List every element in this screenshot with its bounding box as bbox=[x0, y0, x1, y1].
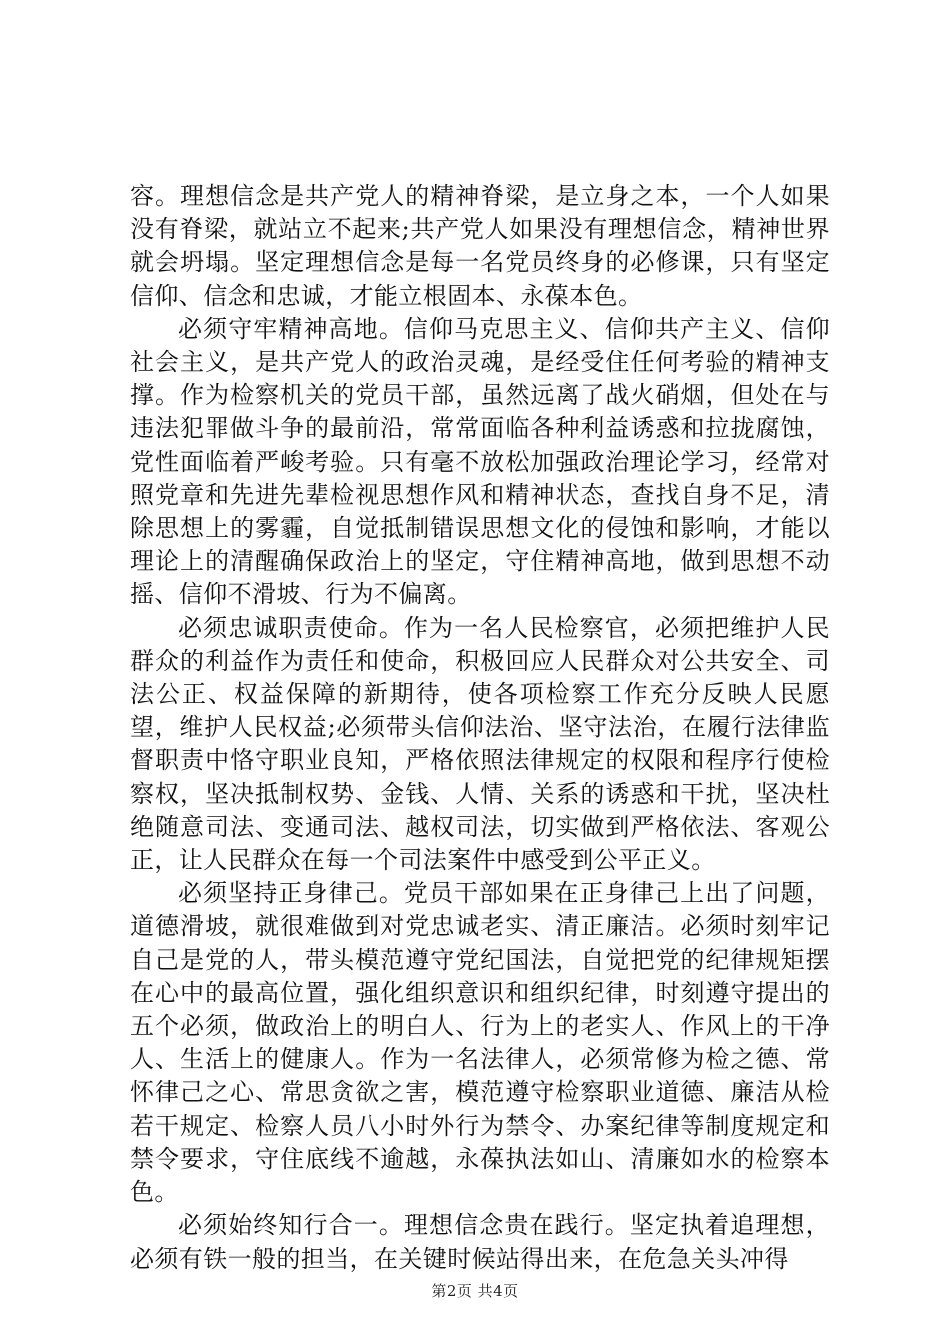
paragraph-1: 容。理想信念是共产党人的精神脊梁，是立身之本，一个人如果没有脊梁，就站立不起来;共产党人如果没有理想信念，精神世界就会坍塌。坚定理想信念是每一名党员终身的必修课，只有坚定信仰、信念和忠诚，才能立根固本、永葆本色。 bbox=[130, 182, 830, 310]
paragraph-3: 必须忠诚职责使命。作为一名人民检察官，必须把维护人民群众的利益作为责任和使命，积极回应人民群众对公共安全、司法公正、权益保障的新期待，使各项检察工作充分反映人民愿望，维护人民权益;必须带头信仰法治、坚守法治，在履行法律监督职责中恪守职业良知，严格依照法律规定的权限和程序行使检察权，坚决抵制权势、金钱、人情、关系的诱惑和干扰，坚决杜绝随意司法、变通司法、越权司法，切实做到严格依法、客观公正，让人民群众在每一个司法案件中感受到公平正义。 bbox=[130, 613, 830, 875]
paragraph-2: 必须守牢精神高地。信仰马克思主义、信仰共产主义、信仰社会主义，是共产党人的政治灵魂，是经受住任何考验的精神支撑。作为检察机关的党员干部，虽然远离了战火硝烟，但处在与违法犯罪做斗争的最前沿，常常面临各种利益诱惑和拉拢腐蚀，党性面临着严峻考验。只有毫不放松加强政治理论学习，经常对照党章和先进先辈检视思想作风和精神状态，查找自身不足，清除思想上的雾霾，自觉抵制错误思想文化的侵蚀和影响，才能以理论上的清醒确保政治上的坚定，守住精神高地，做到思想不动摇、信仰不滑坡、行为不偏离。 bbox=[130, 314, 830, 609]
page-number-footer: 第2页 共4页 bbox=[431, 1282, 519, 1300]
paragraph-5: 必须始终知行合一。理想信念贵在践行。坚定执着追理想，必须有铁一般的担当，在关键时候站得出来，在危急关头冲得 bbox=[130, 1211, 830, 1273]
document-body bbox=[130, 180, 830, 1276]
paragraph-4: 必须坚持正身律己。党员干部如果在正身律己上出了问题，道德滑坡，就很难做到对党忠诚老实、清正廉洁。必须时刻牢记自己是党的人，带头模范遵守党纪国法，自觉把党的纪律规矩摆在心中的最高位置，强化组织意识和组织纪律，时刻遵守提出的五个必须，做政治上的明白人、行为上的老实人、作风上的干净人、生活上的健康人。作为一名法律人，必须常修为检之德、常怀律己之心、常思贪欲之害，模范遵守检察职业道德、廉洁从检若干规定、检察人员八小时外行为禁令、办案纪律等制度规定和禁令要求，守住底线不逾越，永葆执法如山、清廉如水的检察本色。 bbox=[130, 879, 830, 1207]
